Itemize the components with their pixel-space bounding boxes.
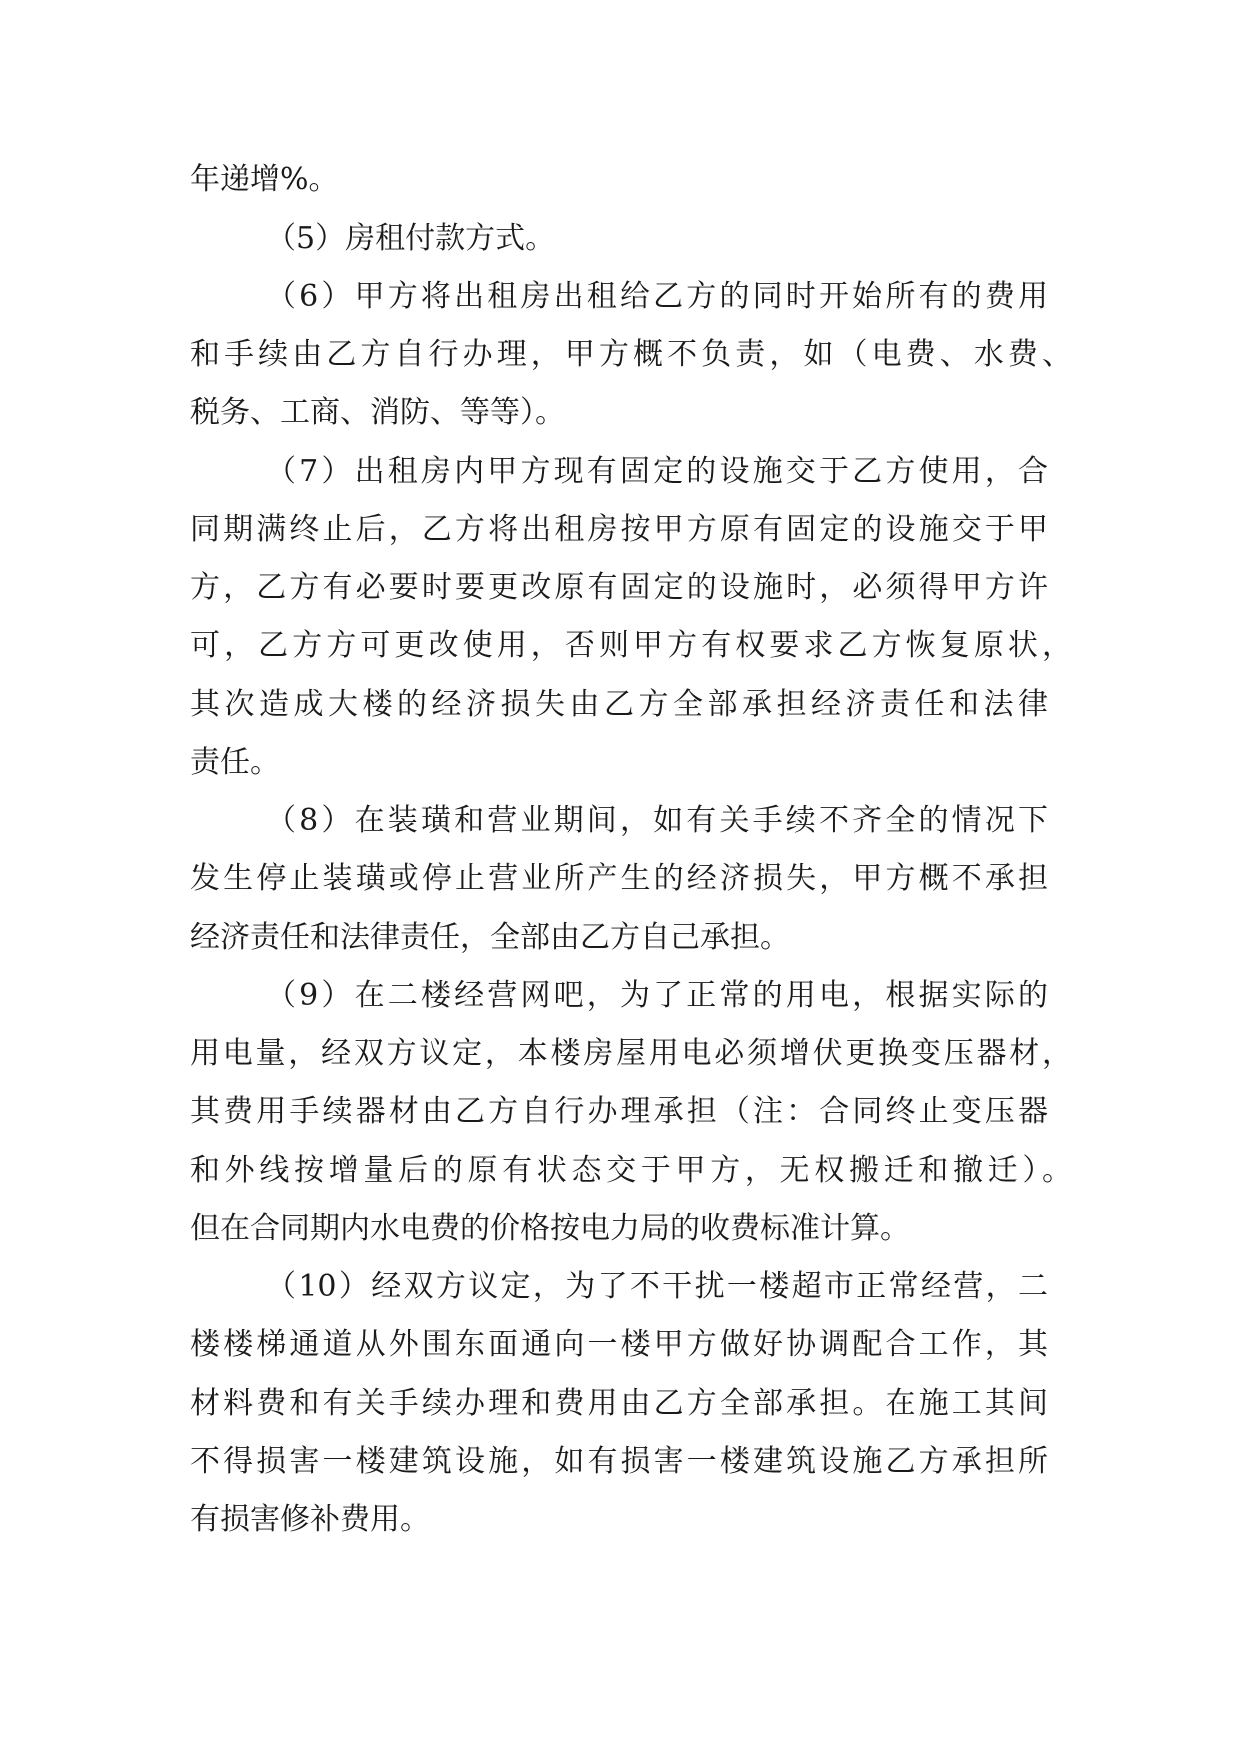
text-line xyxy=(0,1323,1241,1367)
line-text: 同期满终止后，乙方将出租房按甲方原有固定的设施交于甲 xyxy=(190,512,1048,547)
line-text: （10）经双方议定，为了不干扰一楼超市正常经营，二 xyxy=(266,1269,1048,1304)
line-text: 不得损害一楼建筑设施，如有损害一楼建筑设施乙方承担所 xyxy=(190,1444,1048,1479)
line-text: 用电量，经双方议定，本楼房屋用电必须增伏更换变压器材， xyxy=(190,1036,1072,1071)
text-line xyxy=(0,566,1241,610)
line-text: 但在合同期内水电费的价格按电力局的收费标准计算。 xyxy=(190,1211,910,1246)
line-text: 材料费和有关手续办理和费用由乙方全部承担。在施工其间 xyxy=(190,1386,1048,1421)
text-line xyxy=(0,391,1241,435)
text-line xyxy=(0,1207,1241,1251)
line-text: 楼楼梯通道从外围东面通向一楼甲方做好协调配合工作，其 xyxy=(190,1327,1048,1362)
line-text: （9）在二楼经营网吧，为了正常的用电，根据实际的 xyxy=(266,978,1048,1013)
text-line xyxy=(0,1498,1241,1542)
line-text: （5）房租付款方式。 xyxy=(266,221,556,256)
line-text: 和手续由乙方自行办理，甲方概不负责，如（电费、水费、 xyxy=(190,337,1072,372)
text-line xyxy=(0,158,1241,202)
line-text: 经济责任和法律责任，全部由乙方自己承担。 xyxy=(190,920,790,955)
line-text: 可，乙方方可更改使用，否则甲方有权要求乙方恢复原状， xyxy=(190,628,1072,663)
line-text: 其次造成大楼的经济损失由乙方全部承担经济责任和法律 xyxy=(190,687,1048,722)
text-line xyxy=(0,683,1241,727)
paragraph-heading xyxy=(0,974,1241,1018)
line-text: 其费用手续器材由乙方自行办理承担（注：合同终止变压器 xyxy=(190,1094,1048,1129)
text-line xyxy=(0,1382,1241,1426)
line-text: （7）出租房内甲方现有固定的设施交于乙方使用，合 xyxy=(266,454,1048,489)
line-text: （6）甲方将出租房出租给乙方的同时开始所有的费用 xyxy=(266,279,1048,314)
line-text: 有损害修补费用。 xyxy=(190,1502,430,1537)
text-line xyxy=(0,857,1241,901)
text-line xyxy=(0,1032,1241,1076)
text-line xyxy=(0,1149,1241,1193)
line-text: 和外线按增量后的原有状态交于甲方，无权搬迁和撤迁）。 xyxy=(190,1153,1072,1188)
text-line xyxy=(0,916,1241,960)
text-line xyxy=(0,1090,1241,1134)
paragraph-heading xyxy=(0,1265,1241,1309)
text-line xyxy=(0,624,1241,668)
paragraph-heading xyxy=(0,450,1241,494)
line-text: （8）在装璜和营业期间，如有关手续不齐全的情况下 xyxy=(266,803,1048,838)
line-text: 发生停止装璜或停止营业所产生的经济损失，甲方概不承担 xyxy=(190,861,1048,896)
line-text: 税务、工商、消防、等等）。 xyxy=(190,395,565,430)
paragraph-heading xyxy=(0,275,1241,319)
text-line xyxy=(0,1440,1241,1484)
text-line xyxy=(0,333,1241,377)
line-text: 责任。 xyxy=(190,745,280,780)
paragraph-heading xyxy=(0,217,1241,261)
text-line xyxy=(0,508,1241,552)
line-text: 年递增%。 xyxy=(190,162,339,197)
text-line xyxy=(0,741,1241,785)
line-text: 方，乙方有必要时要更改原有固定的设施时，必须得甲方许 xyxy=(190,570,1048,605)
paragraph-heading xyxy=(0,799,1241,843)
